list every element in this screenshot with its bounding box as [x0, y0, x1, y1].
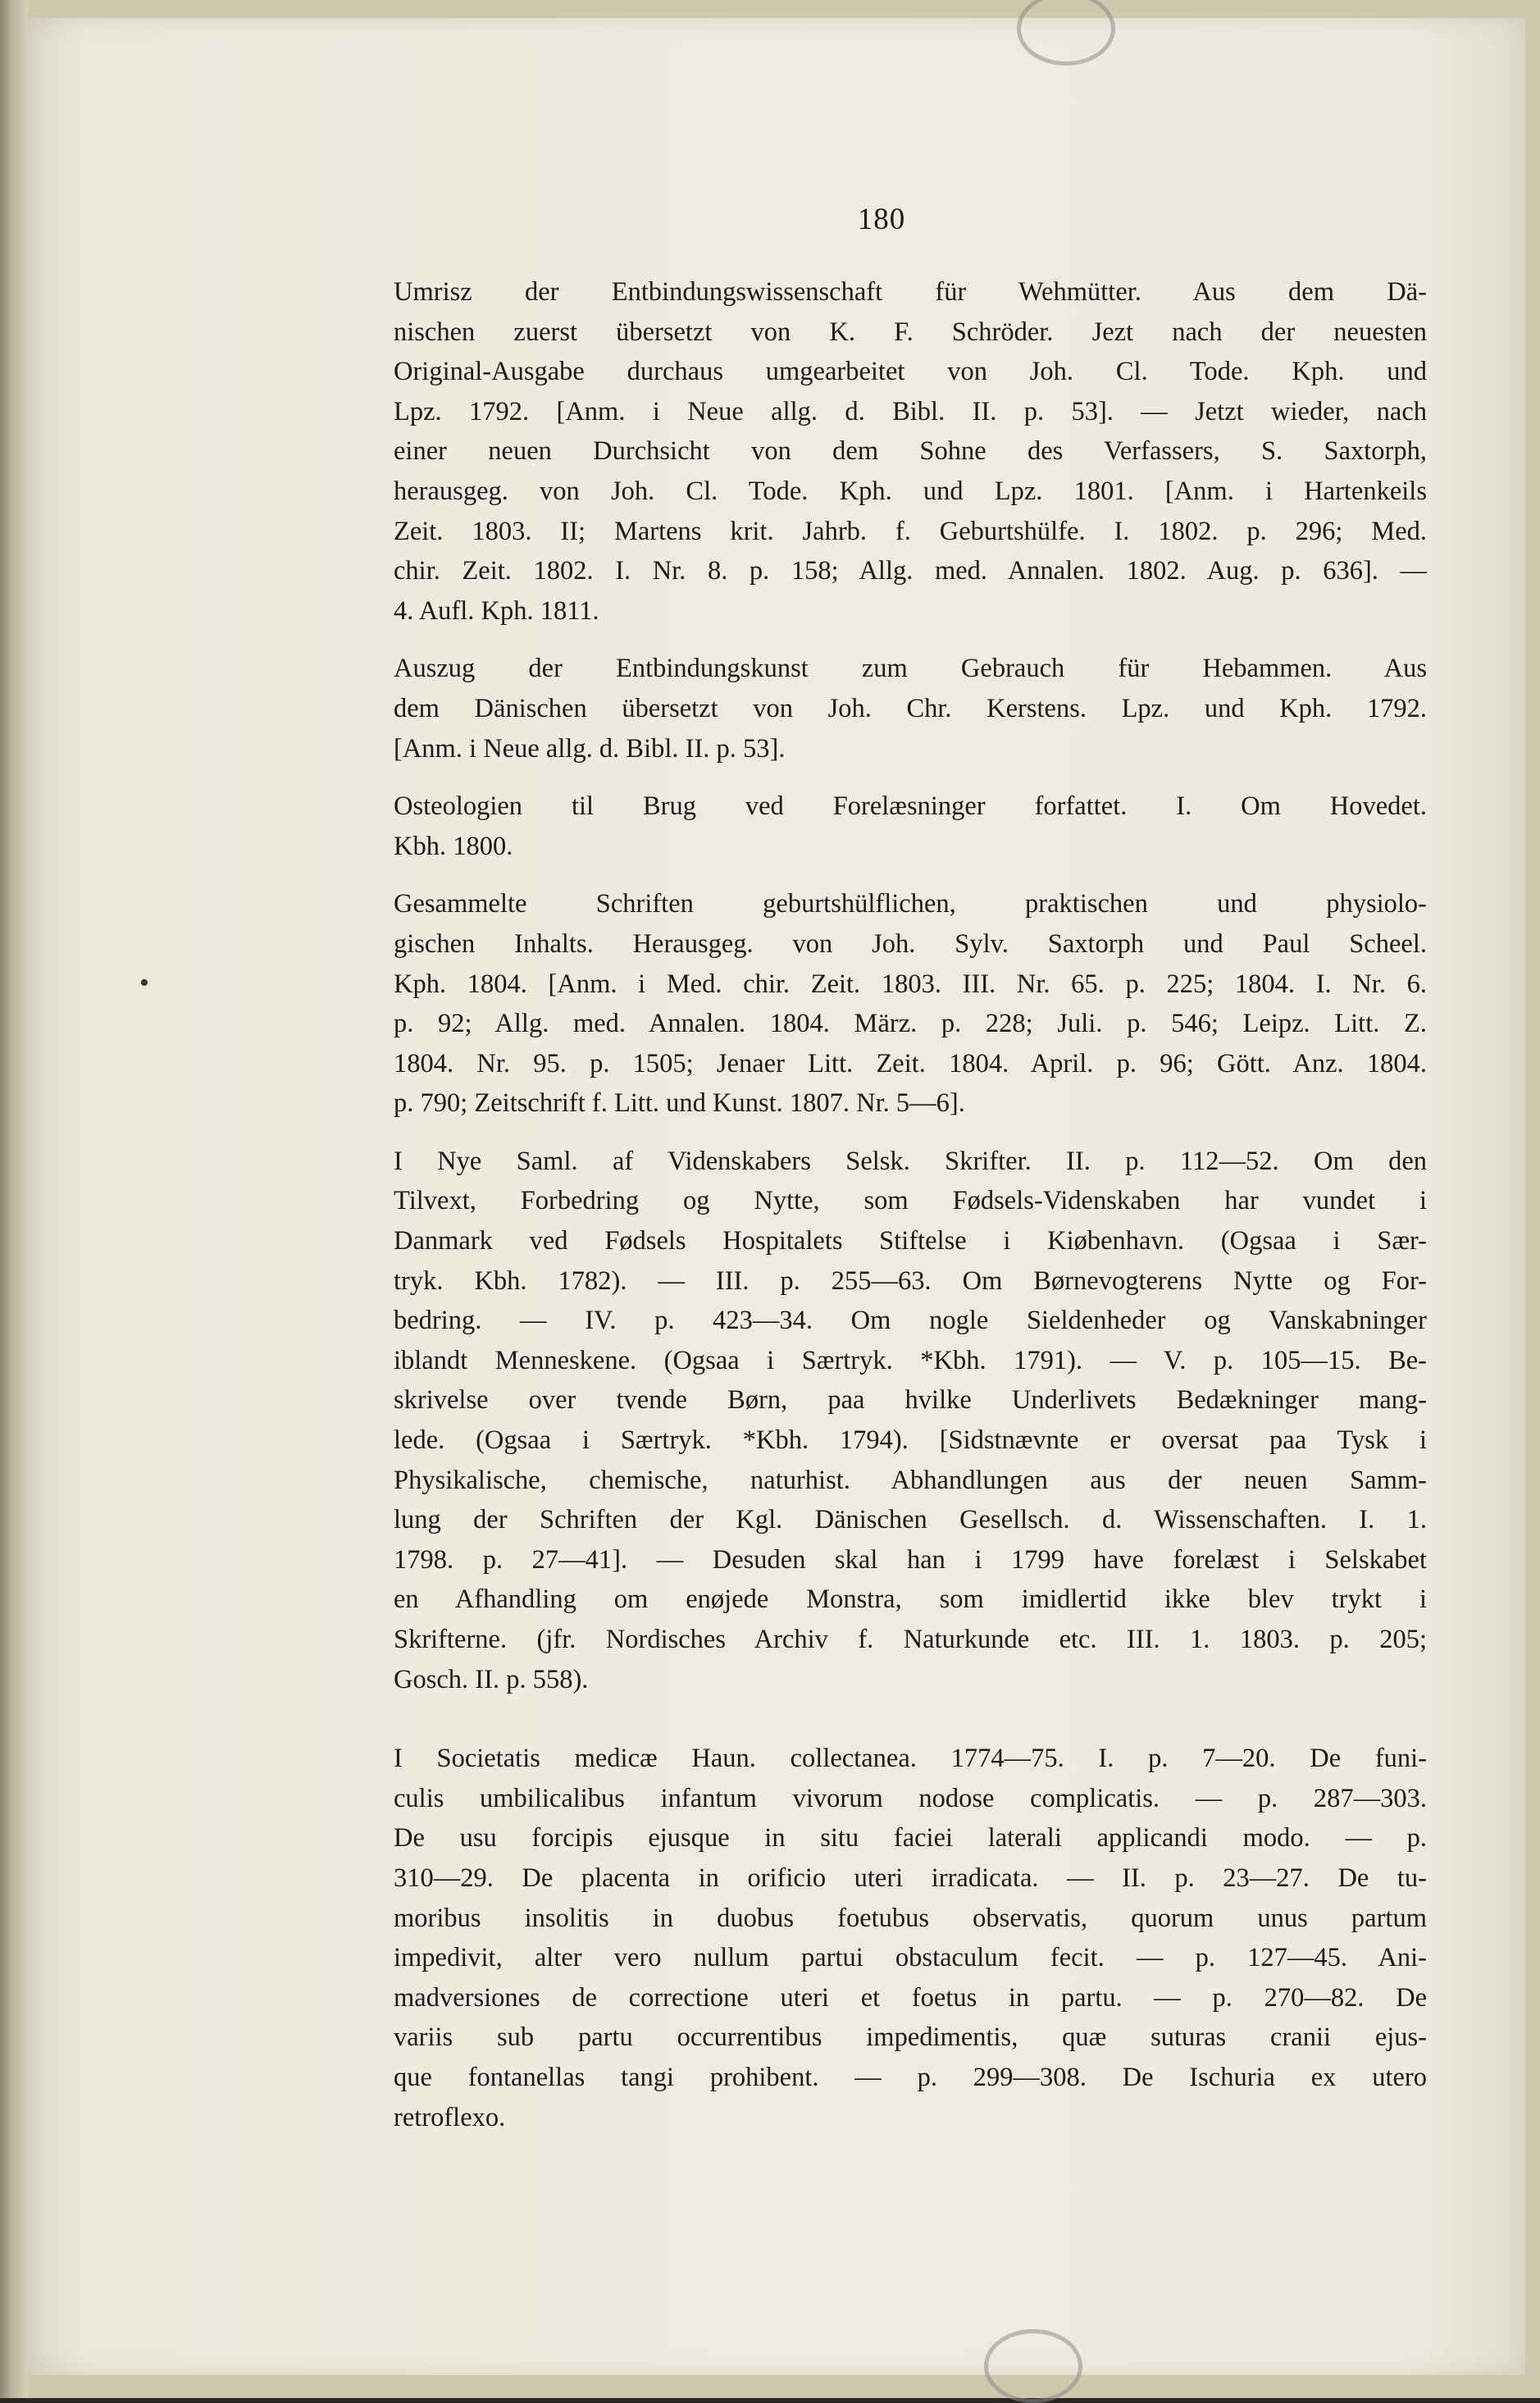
text-line: impedivit, alter vero nullum partui obstaculum fecit. — p. 127—45. Ani- — [394, 1943, 1427, 1973]
text-line: Zeit. 1803. II; Martens krit. Jahrb. f. Geburtshülfe. I. 1802. p. 296; Med. — [394, 516, 1427, 546]
text-line: culis umbilicalibus infantum vivorum nodose complicatis. — p. 287—303. — [394, 1783, 1427, 1813]
text-line: Skrifterne. (jfr. Nordisches Archiv f. Naturkunde etc. III. 1. 1803. p. 205; — [394, 1625, 1427, 1654]
text-line: p. 92; Allg. med. Annalen. 1804. März. p. 228; Juli. p. 546; Leipz. Litt. Z. — [394, 1009, 1427, 1039]
text-line: iblandt Menneskene. (Ogsaa i Særtryk. *Kbh. 1791). — V. p. 105—15. Be- — [394, 1345, 1427, 1375]
text-line: que fontanellas tangi prohibent. — p. 299—308. De Ischuria ex utero — [394, 2062, 1427, 2092]
text-line: 1804. Nr. 95. p. 1505; Jenaer Litt. Zeit. 1804. April. p. 96; Gött. Anz. 1804. — [394, 1048, 1427, 1078]
text-line: einer neuen Durchsicht von dem Sohne des Verfassers, S. Saxtorph, — [394, 436, 1427, 467]
entry-nye-saml — [392, 1142, 1427, 1699]
text-line: dem Dänischen übersetzt von Joh. Chr. Kerstens. Lpz. und Kph. 1792. — [394, 693, 1427, 723]
text-line: tryk. Kbh. 1782). — III. p. 255—63. Om Børnevogterens Nytte og For- — [394, 1265, 1427, 1296]
entry-societatis-medicae — [392, 1739, 1427, 2137]
page-binding-edge — [0, 0, 28, 2398]
text-line: [Anm. i Neue allg. d. Bibl. II. p. 53]. — [394, 733, 786, 764]
entry-gesammelte-schriften — [392, 884, 1427, 1124]
text-line: Kbh. 1800. — [394, 831, 513, 861]
bibliography-text — [392, 272, 1427, 2137]
paper-clip-bottom — [984, 2329, 1082, 2403]
text-line: Lpz. 1792. [Anm. i Neue allg. d. Bibl. II. p. 53]. — Jetzt wieder, nach — [394, 396, 1427, 426]
entry-osteologien — [392, 787, 1427, 866]
text-line: Gesammelte Schriften geburtshülflichen, praktischen und physiolo- — [394, 889, 1427, 919]
text-line: p. 790; Zeitschrift f. Litt. und Kunst. 1807. Nr. 5—6]. — [394, 1088, 965, 1119]
text-line: Original-Ausgabe durchaus umgearbeitet von Joh. Cl. Tode. Kph. und — [394, 357, 1427, 387]
text-line: madversiones de correctione uteri et foetus in partu. — p. 270—82. De — [394, 1982, 1427, 2013]
text-line: en Afhandling om enøjede Monstra, som imidlertid ikke blev trykt i — [394, 1585, 1427, 1615]
entry-auszug — [392, 649, 1427, 768]
text-line: 4. Aufl. Kph. 1811. — [394, 595, 599, 626]
text-line: lung der Schriften der Kgl. Dänischen Gesellsch. d. Wissenschaften. I. 1. — [394, 1505, 1427, 1535]
text-line: Gosch. II. p. 558). — [394, 1664, 589, 1694]
text-line: I Societatis medicæ Haun. collectanea. 1774—75. I. p. 7—20. De funi- — [394, 1744, 1427, 1774]
text-line: herausgeg. von Joh. Cl. Tode. Kph. und Lpz. 1801. [Anm. i Hartenkeils — [394, 476, 1427, 506]
text-line: 310—29. De placenta in orificio uteri irradicata. — II. p. 23—27. De tu- — [394, 1863, 1427, 1893]
text-line: I Nye Saml. af Videnskabers Selsk. Skrifter. II. p. 112—52. Om den — [394, 1146, 1427, 1176]
text-line: Kph. 1804. [Anm. i Med. chir. Zeit. 1803. III. Nr. 65. p. 225; 1804. I. Nr. 6. — [394, 969, 1427, 999]
text-line: skrivelse over tvende Børn, paa hvilke Underlivets Bedækninger mang- — [394, 1385, 1427, 1416]
margin-mark: • — [139, 968, 149, 998]
text-line: lede. (Ogsaa i Særtryk. *Kbh. 1794). [Sidstnævnte er oversat paa Tysk i — [394, 1425, 1427, 1456]
text-line: Umrisz der Entbindungswissenschaft für Wehmütter. Aus dem Dä- — [394, 277, 1427, 307]
text-line: De usu forcipis ejusque in situ faciei laterali applicandi modo. — p. — [394, 1823, 1427, 1854]
text-line: nischen zuerst übersetzt von K. F. Schröder. Jezt nach der neuesten — [394, 317, 1427, 347]
text-line: Auszug der Entbindungskunst zum Gebrauch für Hebammen. Aus — [394, 654, 1427, 684]
entry-umrisz — [392, 272, 1427, 631]
text-line: chir. Zeit. 1802. I. Nr. 8. p. 158; Allg. med. Annalen. 1802. Aug. p. 636]. — — [394, 556, 1427, 586]
text-line: gischen Inhalts. Herausgeg. von Joh. Sylv. Saxtorph und Paul Scheel. — [394, 928, 1427, 959]
text-line: retroflexo. — [394, 2102, 506, 2132]
page-number: 180 — [857, 203, 906, 236]
text-line: Osteologien til Brug ved Forelæsninger forfattet. I. Om Hovedet. — [394, 791, 1427, 822]
text-line: 1798. p. 27—41]. — Desuden skal han i 1799 have forelæst i Selskabet — [394, 1544, 1427, 1575]
text-line: bedring. — IV. p. 423—34. Om nogle Sieldenheder og Vanskabninger — [394, 1306, 1427, 1336]
text-line: Physikalische, chemische, naturhist. Abhandlungen aus der neuen Samm- — [394, 1465, 1427, 1495]
text-line: moribus insolitis in duobus foetubus observatis, quorum unus partum — [394, 1903, 1427, 1933]
text-line: Tilvext, Forbedring og Nytte, som Fødsels-Videnskaben har vundet i — [394, 1186, 1427, 1216]
text-line: Danmark ved Fødsels Hospitalets Stiftelse i Kiøbenhavn. (Ogsaa i Sær- — [394, 1226, 1427, 1256]
text-line: variis sub partu occurrentibus impedimentis, quæ suturas cranii ejus- — [394, 2022, 1427, 2053]
